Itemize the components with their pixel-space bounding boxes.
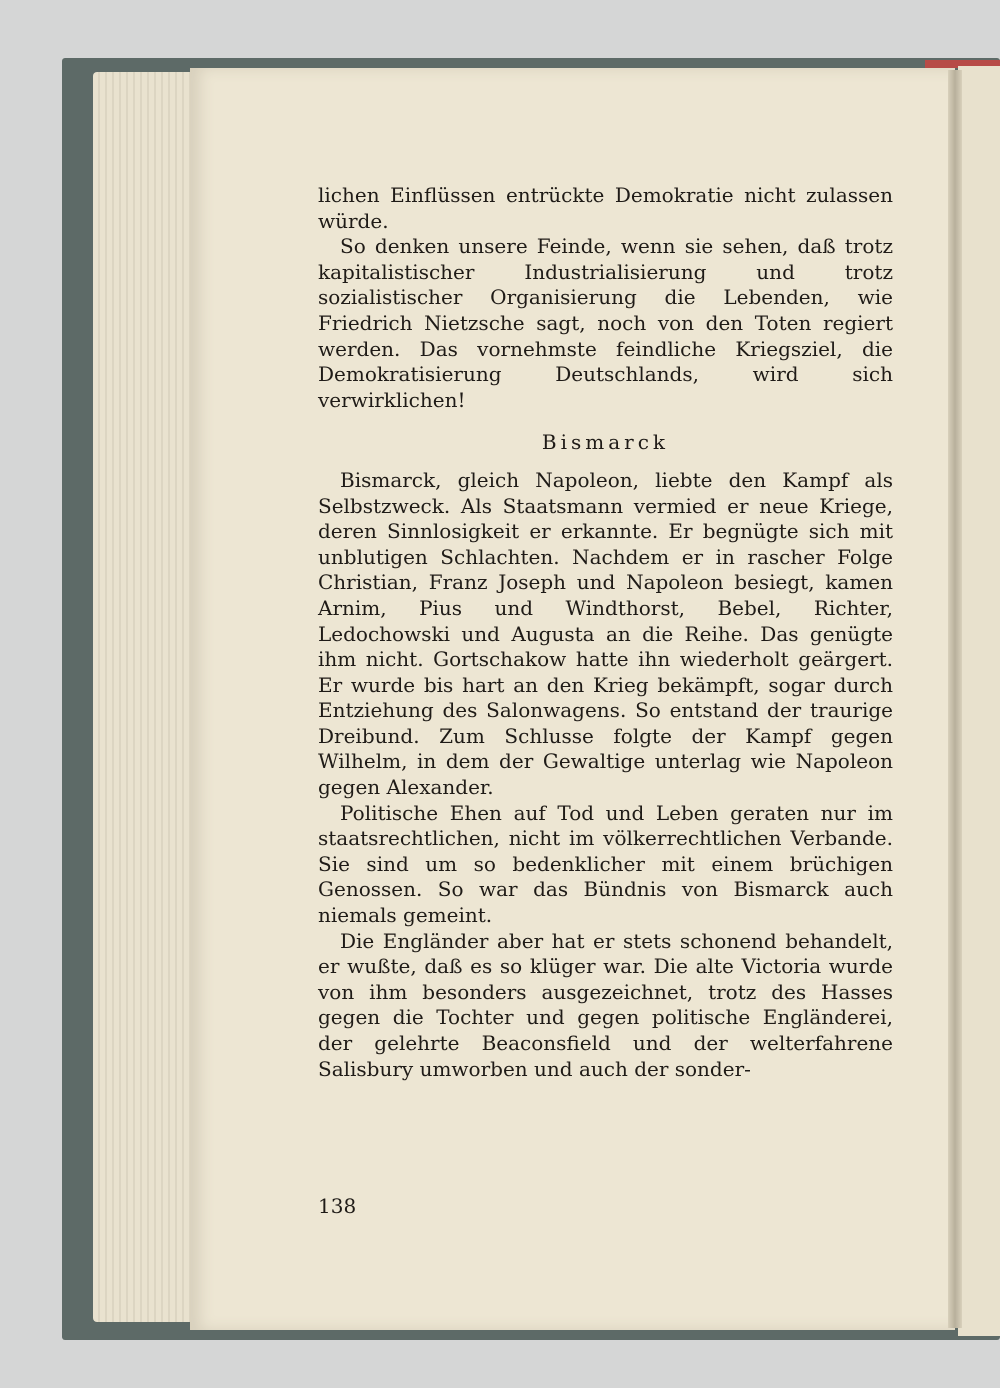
- paragraph-4: Politische Ehen auf Tod und Leben geraten nur im staatsrechtlichen, nicht im völkerrechtlichen Verbande. Sie sind um so bedenklicher mit einem brüchigen Genossen. So war das Bündnis von Bismarck auch niemals gemeint.: [318, 800, 893, 928]
- page-gutter: [948, 70, 962, 1328]
- page-body-text: [318, 183, 893, 1082]
- page-number: 138: [318, 1194, 357, 1218]
- paragraph-1: lichen Einflüssen entrückte Demokratie nicht zulassen würde.: [318, 183, 893, 233]
- paragraph-3: Bismarck, gleich Napoleon, liebte den Kampf als Selbstzweck. Als Staatsmann vermied er neue Kriege, deren Sinnlosigkeit er erkannte. Er begnügte sich mit unblutigen Schlachten. Nachdem er in rascher Folge Christian, Franz Joseph und Napoleon besiegt, kamen Arnim, Pius und Windthorst, Bebel, Richter, Ledochowski und Augusta an die Reihe. Das genügte ihm nicht. Gortschakow hatte ihn wiederholt geärgert. Er wurde bis hart an den Krieg bekämpft, sogar durch Entziehung des Salonwagens. So entstand der traurige Dreibund. Zum Schlusse folgte der Kampf gegen Wilhelm, in dem der Gewaltige unterlag wie Napoleon gegen Alexander.: [318, 467, 893, 800]
- page-stack-edge: [93, 72, 203, 1322]
- paragraph-5: Die Engländer aber hat er stets schonend behandelt, er wußte, daß es so klüger war. Die alte Victoria wurde von ihm besonders ausgezeichnet, trotz des Hasses gegen die Tochter und gegen politische Engländerei, der gelehrte Beaconsfield und der welterfahrene Salisbury umworben und auch der sonder-: [318, 928, 893, 1081]
- next-page-edge: [958, 66, 1000, 1336]
- section-heading: Bismarck: [541, 430, 670, 455]
- paragraph-2: So denken unsere Feinde, wenn sie sehen, daß trotz kapitalistischer Industrialisierung und trotz sozialistischer Organisierung die Lebenden, wie Friedrich Nietzsche sagt, noch von den Toten regiert werden. Das vornehmste feindliche Kriegsziel, die Demokratisierung Deutschlands, wird sich verwirklichen!: [318, 234, 893, 412]
